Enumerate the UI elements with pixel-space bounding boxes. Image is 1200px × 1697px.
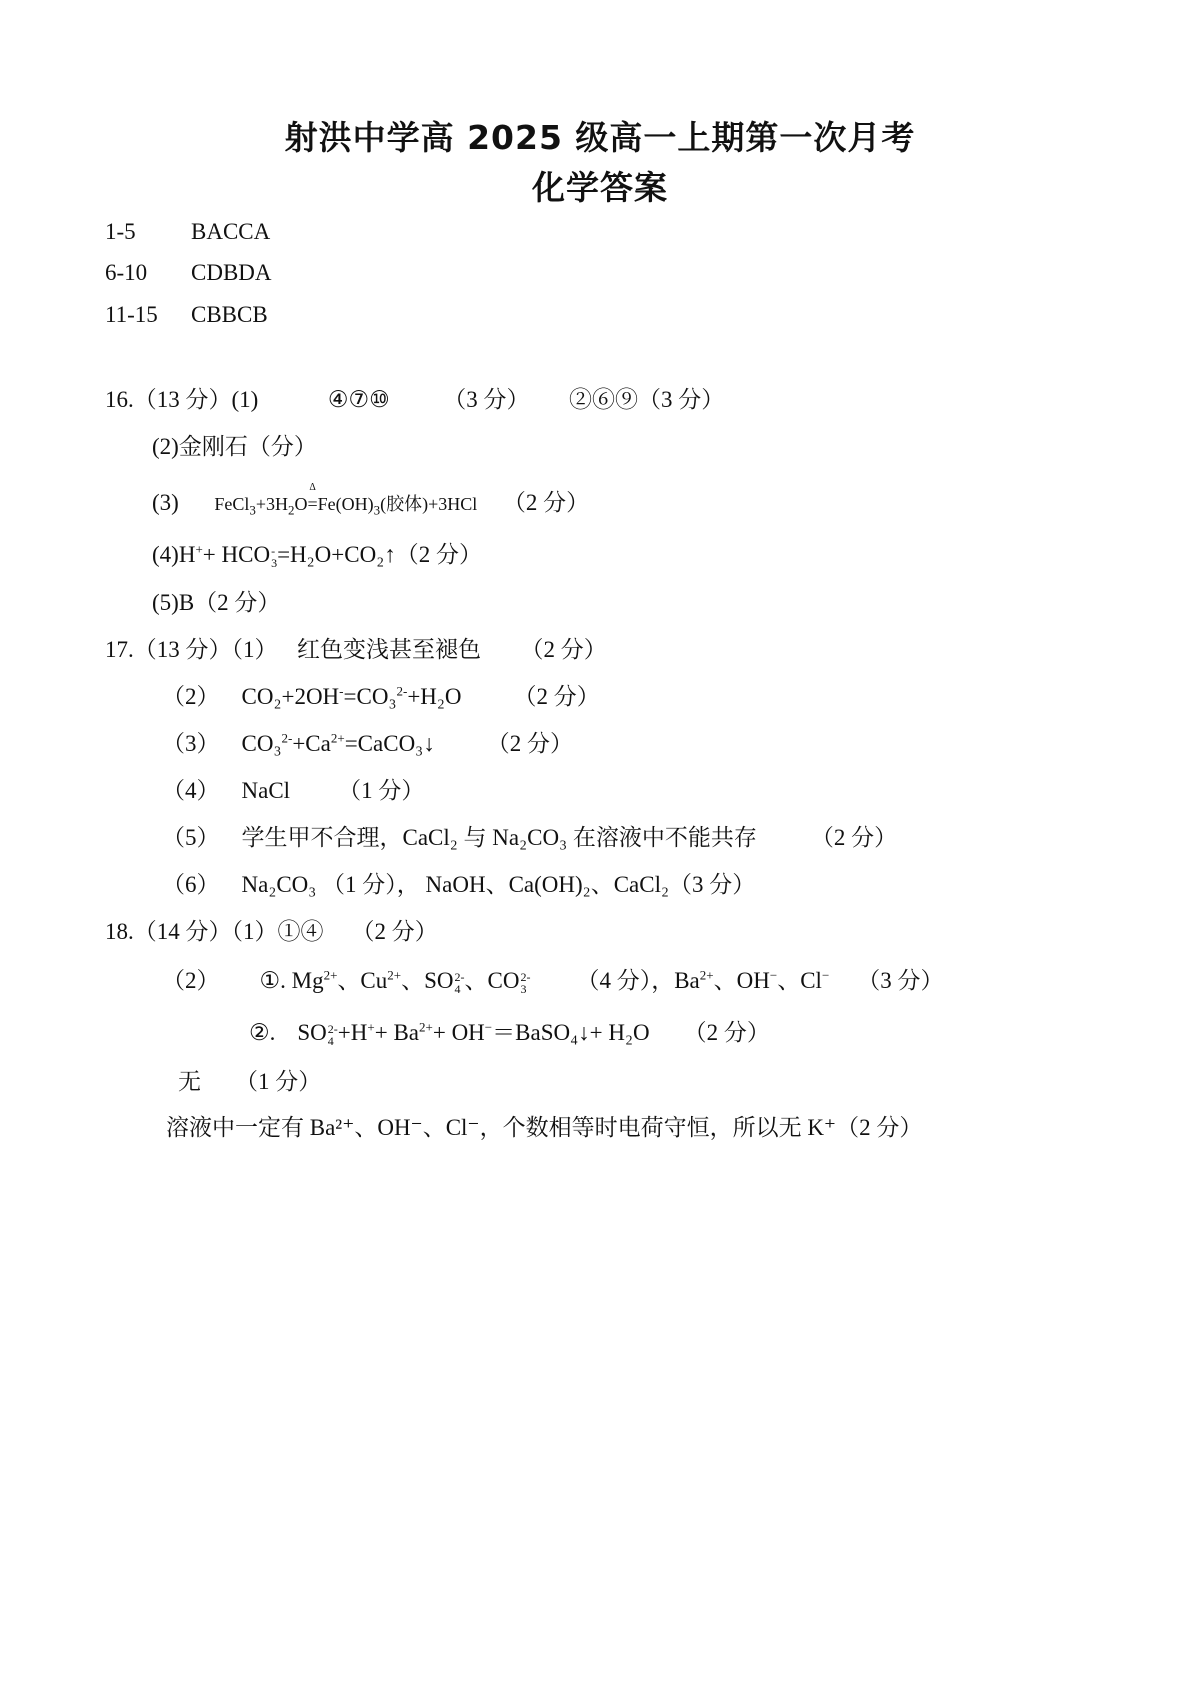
q17-part-6: （6） Na₂CO₃ （1 分）， NaOH、Ca(OH)₂、CaCl₂（3 分） xyxy=(162,872,756,897)
q16-part-5: (5)B（2 分） xyxy=(152,590,281,615)
page-title: 射洪中学高 2025 级高一上期第一次月考 xyxy=(284,118,916,157)
page-subtitle: 化学答案 xyxy=(532,168,668,207)
mc-range: 6-10 xyxy=(105,260,148,285)
q17-part-2: （2） CO₂+2OH-=CO₃$^{2-}$+H₂O （2 分） xyxy=(162,683,600,709)
q17-part-4: （4） NaCl （1 分） xyxy=(162,778,425,803)
q16-part-3-label: (3) xyxy=(152,490,179,515)
mc-row-2 xyxy=(105,258,272,288)
mc-row-3 xyxy=(105,300,268,330)
score: （2 分） xyxy=(502,490,590,515)
mc-answers: BACCA xyxy=(191,219,271,244)
equation: $FeCl_3+3H_2O$ Δ $=Fe(OH)_3$(胶体)+3HCl xyxy=(214,482,478,518)
mc-answers: CDBDA xyxy=(191,260,272,285)
q16-part-2: (2)金刚石（分） xyxy=(152,434,317,459)
q17-line-1: 17.（13 分）（1） 红色变浅甚至褪色 （2 分） xyxy=(105,637,607,662)
q16-score-2: （3 分） xyxy=(637,387,725,412)
q17-part-3: （3） $CO_3^{2-}+Ca^{2+}=CaCO_3↓$ （2 分） xyxy=(162,730,573,756)
q18-part-4: 溶液中一定有 Ba²⁺、OH⁻、Cl⁻，个数相等时电荷守恒，所以无 K⁺（2 分） xyxy=(166,1115,923,1140)
mc-answers: CBBCB xyxy=(191,302,268,327)
mc-range: 1-5 xyxy=(105,219,136,244)
q16-line-1 xyxy=(105,385,724,415)
mc-range: 11-15 xyxy=(105,302,158,327)
q18-part-2b: ②. SO 2- 4 $+H^++ Ba^{2+}+$ OH−＝BaSO₄↓+ H₂O （2 分） xyxy=(249,1019,770,1048)
q16-part-4: (4)H++ HCO - 3 =H₂O+CO₂↑（2 分） xyxy=(152,541,482,570)
mc-row-1 xyxy=(105,217,270,247)
q18-line-1: 18.（14 分）（1）①④ （2 分） xyxy=(105,919,438,944)
q16-answer-1: ④⑦⑩ xyxy=(327,387,390,412)
q18-part-2: （2） ①. $Mg^{2+}$、$Cu^{2+}$、SO 2- 4 、CO 2- 3 （4 分），$Ba^{2+}$、OH−、Cl− （3 分） xyxy=(162,967,944,996)
q17-part-5: （5） 学生甲不合理，CaCl₂ 与 Na₂CO₃ 在溶液中不能共存 （2 分） xyxy=(162,825,898,850)
q16-head: 16.（13 分）(1) xyxy=(105,387,259,412)
q16-answer-2: ②⑥⑨ xyxy=(568,387,638,412)
q16-score-1: （3 分） xyxy=(443,387,530,412)
q18-part-3: 无 （1 分） xyxy=(178,1069,322,1094)
q16-part-3 xyxy=(152,482,590,519)
